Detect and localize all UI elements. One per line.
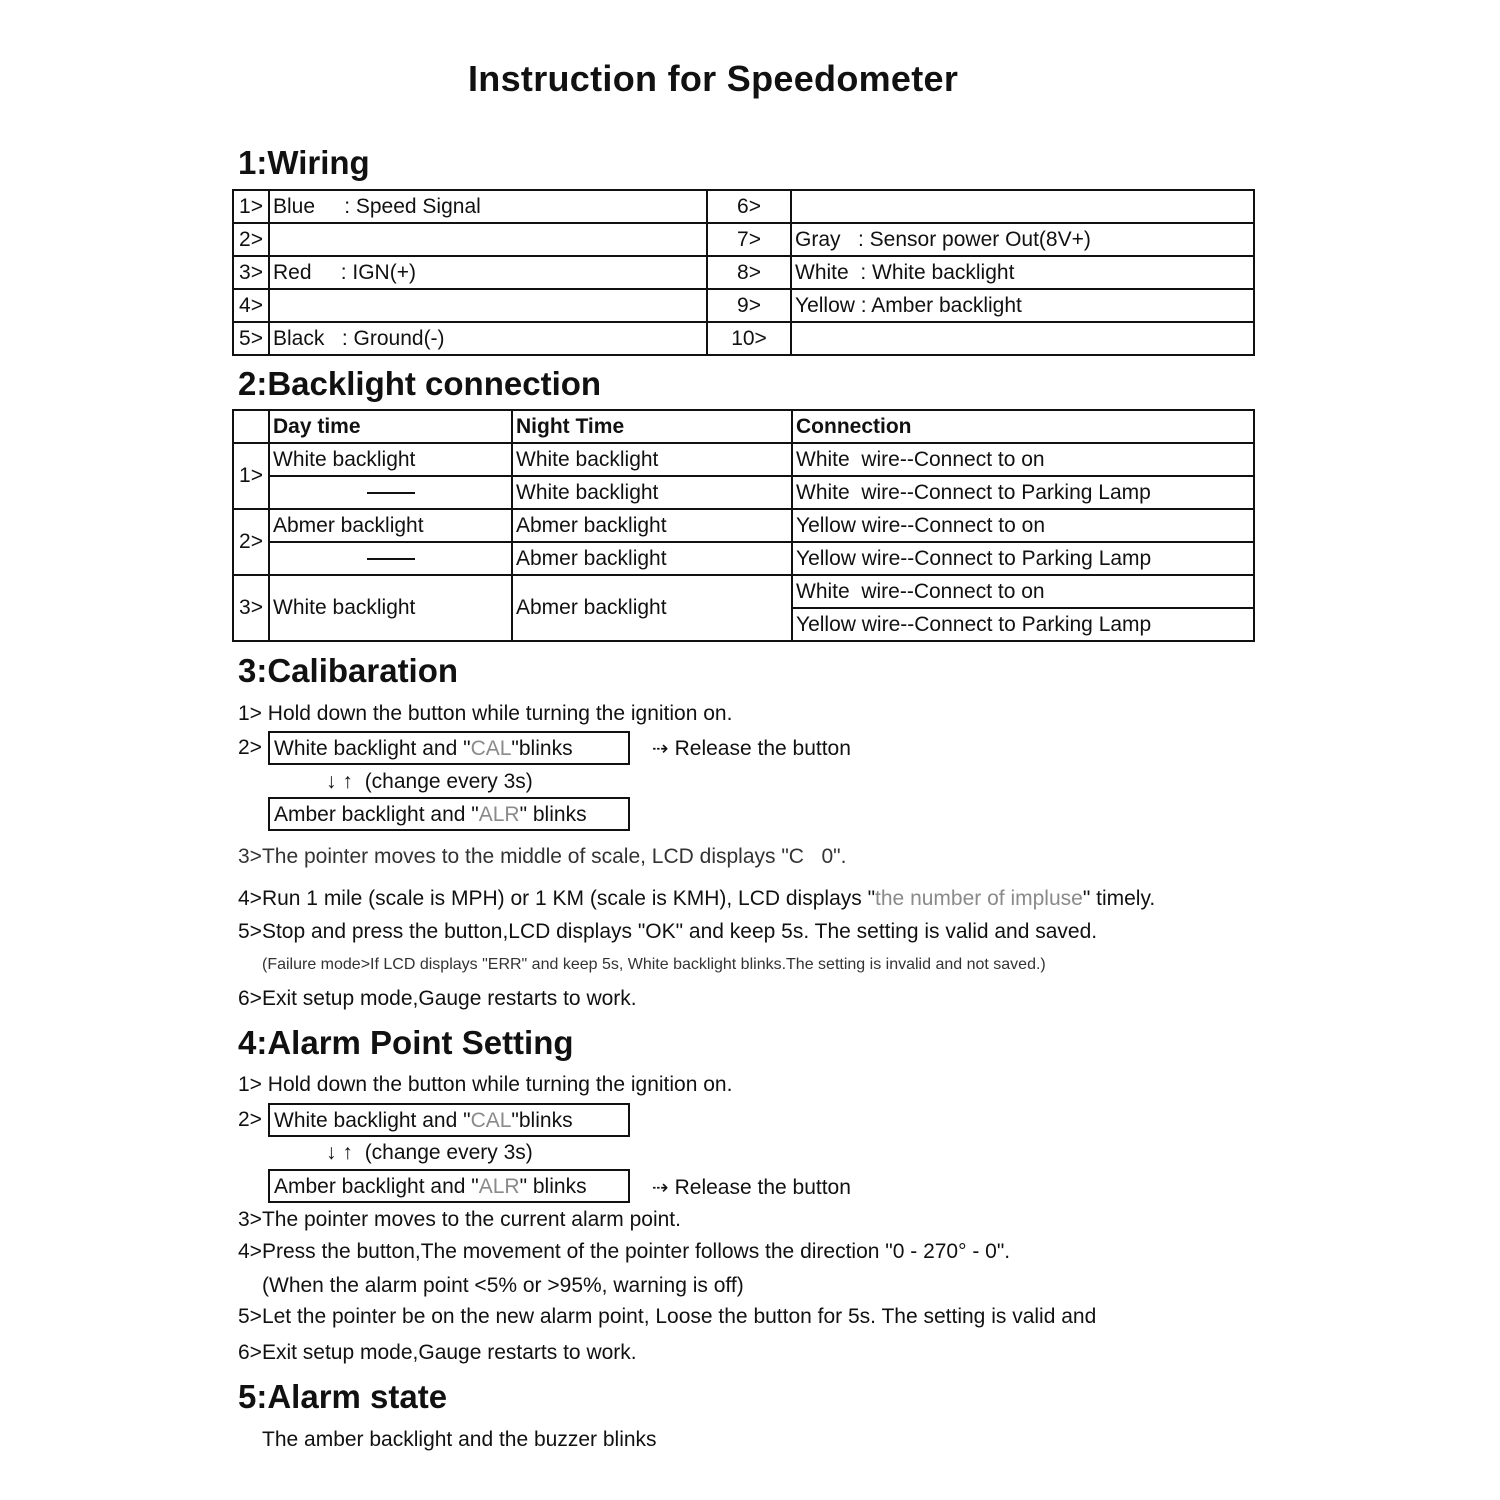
wiring-num: 3>: [233, 256, 269, 289]
conn-cell: Yellow wire--Connect to on: [792, 509, 1254, 542]
alarm-heading: 4:Alarm Point Setting: [238, 1024, 574, 1061]
cal-cycle-text: (change every 3s): [364, 770, 533, 793]
cal-step-6: 6>Exit setup mode,Gauge restarts to work.: [238, 987, 637, 1010]
wiring-num: 10>: [707, 322, 791, 355]
table-row: [233, 443, 1254, 476]
alarm-release-text: Release the button: [674, 1176, 851, 1199]
night-cell: Abmer backlight: [512, 575, 792, 641]
cal-box-alr-pre: Amber backlight and ": [274, 803, 479, 826]
wiring-num: 5>: [233, 322, 269, 355]
wiring-heading: 1:Wiring: [238, 144, 370, 181]
conn-cell: White wire--Connect to on: [792, 443, 1254, 476]
wiring-num: 1>: [233, 190, 269, 223]
alarm-cycle: [326, 1141, 533, 1165]
cal-box-cal: [268, 731, 630, 765]
wiring-row: [233, 289, 1254, 322]
cal-code: CAL: [470, 737, 512, 760]
dash-cell: [269, 476, 512, 509]
right-arrow-icon: ⇢: [652, 738, 669, 760]
alarm-state-text: The amber backlight and the buzzer blinks: [262, 1428, 657, 1451]
wiring-row: [233, 190, 1254, 223]
table-row: [233, 476, 1254, 509]
cal-box-alr-post: " blinks: [519, 803, 587, 826]
wiring-cell: Black : Ground(-): [269, 322, 707, 355]
wiring-cell: [269, 223, 707, 256]
wiring-cell: White : White backlight: [791, 256, 1254, 289]
night-cell: White backlight: [512, 443, 792, 476]
alarm-box-cal: [268, 1103, 630, 1137]
wiring-table: [232, 189, 1255, 356]
up-arrow-icon: ↑: [342, 1141, 353, 1164]
backlight-header-row: [233, 410, 1254, 443]
right-arrow-icon: ⇢: [652, 1177, 669, 1199]
wiring-num: 9>: [707, 289, 791, 322]
conn-cell: Yellow wire--Connect to Parking Lamp: [792, 542, 1254, 575]
alarm-cal-code: CAL: [470, 1109, 512, 1132]
cal-release: [652, 736, 851, 761]
wiring-cell: [269, 289, 707, 322]
wiring-row: [233, 223, 1254, 256]
header-day: Day time: [269, 410, 512, 443]
wiring-cell: [791, 322, 1254, 355]
wiring-num: 7>: [707, 223, 791, 256]
down-arrow-icon: ↓: [326, 1141, 337, 1164]
wiring-row: [233, 256, 1254, 289]
conn-cell: White wire--Connect to on: [792, 575, 1254, 608]
alarm-step-1: 1> Hold down the button while turning the ignition on.: [238, 1073, 733, 1096]
alarm-release: [652, 1175, 851, 1200]
header-connection: Connection: [792, 410, 1254, 443]
night-cell: White backlight: [512, 476, 792, 509]
alarm-box-alr-post: " blinks: [519, 1175, 587, 1198]
cal-box-cal-post: "blinks: [511, 737, 573, 760]
row-num: 1>: [233, 443, 269, 509]
up-arrow-icon: ↑: [342, 770, 353, 793]
cal-release-text: Release the button: [674, 737, 851, 760]
cal-step-5: 5>Stop and press the button,LCD displays "OK" and keep 5s. The setting is valid and saved.: [238, 920, 1098, 943]
cal-box-alr: [268, 797, 630, 831]
cal-step-4-post: " timely.: [1082, 887, 1156, 910]
alarm-box-cal-pre: White backlight and ": [274, 1109, 471, 1132]
backlight-heading: 2:Backlight connection: [238, 365, 602, 402]
wiring-num: 8>: [707, 256, 791, 289]
table-row: [233, 509, 1254, 542]
conn-cell: Yellow wire--Connect to Parking Lamp: [792, 608, 1254, 641]
row-num: 2>: [233, 509, 269, 575]
alarm-step-4: 4>Press the button,The movement of the pointer follows the direction "0 - 270° - 0".: [238, 1240, 1011, 1263]
wiring-num: 4>: [233, 289, 269, 322]
alarm-state-heading: 5:Alarm state: [238, 1378, 448, 1415]
wiring-cell: [791, 190, 1254, 223]
cal-step-4-faint: the number of impluse: [875, 887, 1083, 910]
page-title: Instruction for Speedometer: [468, 58, 959, 99]
wiring-cell: Red : IGN(+): [269, 256, 707, 289]
dash-mark: [367, 558, 415, 560]
day-cell: White backlight: [269, 575, 512, 641]
table-row: [233, 575, 1254, 608]
table-row: [233, 542, 1254, 575]
wiring-num: 6>: [707, 190, 791, 223]
alarm-box-cal-post: "blinks: [511, 1109, 573, 1132]
header-blank: [233, 410, 269, 443]
alarm-step-3: 3>The pointer moves to the current alarm point.: [238, 1208, 681, 1231]
conn-cell: White wire--Connect to Parking Lamp: [792, 476, 1254, 509]
backlight-table: [232, 409, 1255, 642]
alarm-step-6: 6>Exit setup mode,Gauge restarts to work.: [238, 1341, 637, 1364]
dash-mark: [367, 492, 415, 494]
cal-step-4: [238, 887, 1155, 911]
cal-failure-note: (Failure mode>If LCD displays "ERR" and keep 5s, White backlight blinks.The setting is invalid and not saved.): [262, 956, 1046, 973]
row-num: 3>: [233, 575, 269, 641]
alr-code: ALR: [478, 803, 520, 826]
day-cell: White backlight: [269, 443, 512, 476]
cal-step-3: 3>The pointer moves to the middle of scale, LCD displays "C 0".: [238, 845, 847, 868]
wiring-cell: Yellow : Amber backlight: [791, 289, 1254, 322]
cal-cycle: [326, 770, 533, 794]
alarm-step-2-prefix: 2>: [238, 1108, 262, 1131]
wiring-row: [233, 322, 1254, 355]
alarm-box-alr-pre: Amber backlight and ": [274, 1175, 479, 1198]
down-arrow-icon: ↓: [326, 770, 337, 793]
calibration-heading: 3:Calibaration: [238, 652, 459, 689]
wiring-cell: Gray : Sensor power Out(8V+): [791, 223, 1254, 256]
night-cell: Abmer backlight: [512, 542, 792, 575]
night-cell: Abmer backlight: [512, 509, 792, 542]
alarm-alr-code: ALR: [478, 1175, 520, 1198]
alarm-step-4-note: (When the alarm point <5% or >95%, warning is off): [262, 1274, 744, 1297]
day-cell: Abmer backlight: [269, 509, 512, 542]
cal-step-2-prefix: 2>: [238, 736, 262, 759]
alarm-step-5: 5>Let the pointer be on the new alarm point, Loose the button for 5s. The setting is valid and: [238, 1305, 1097, 1328]
cal-box-cal-pre: White backlight and ": [274, 737, 471, 760]
alarm-box-alr: [268, 1169, 630, 1203]
cal-step-4-pre: 4>Run 1 mile (scale is MPH) or 1 KM (scale is KMH), LCD displays ": [238, 887, 876, 910]
cal-step-1: 1> Hold down the button while turning the ignition on.: [238, 702, 733, 725]
header-night: Night Time: [512, 410, 792, 443]
dash-cell: [269, 542, 512, 575]
wiring-cell: Blue : Speed Signal: [269, 190, 707, 223]
alarm-cycle-text: (change every 3s): [364, 1141, 533, 1164]
wiring-num: 2>: [233, 223, 269, 256]
